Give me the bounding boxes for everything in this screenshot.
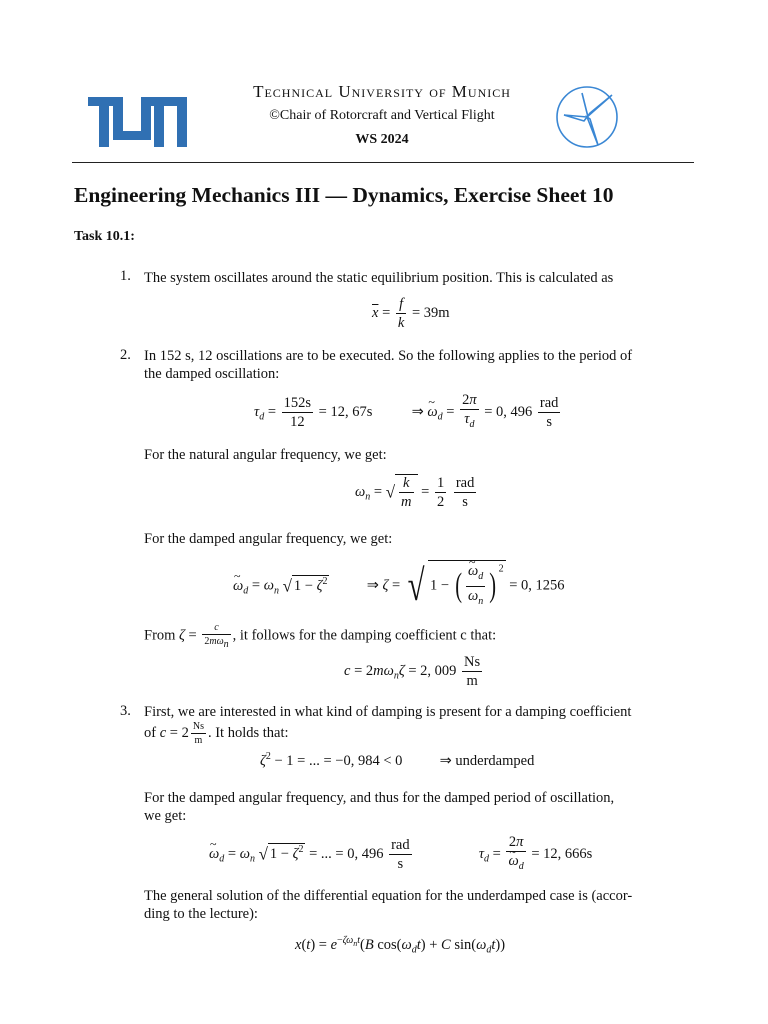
- from-prefix: From: [144, 627, 176, 644]
- tau-denominator: 12: [290, 413, 305, 430]
- from-line: From ζ = $\frac{c}{2m\omega_n}$ , it follows for the damping coefficient c that:: [144, 622, 497, 650]
- omega-damped-value: = ... = 0, 496: [309, 845, 384, 862]
- equation-damping-check: $\zeta^2 - 1$ = ... = −0, 984 < 0 ⇒ underdamped: [260, 751, 535, 769]
- text-prefix: of: [144, 724, 157, 741]
- tum-logo: [88, 97, 188, 147]
- item-number: 3.: [120, 703, 131, 719]
- freq-intro: For the damped angular frequency, and thus for the damped period of oscillation,: [144, 790, 615, 806]
- equation-damped-values: ~ $\omega_d = \omega_n$ √ $1 - \zeta^2$ = ... = 0, 496 $\frac{\text{rad}}{s}$ $\tau_d$ = 2π ~ $\omega_d$ = 12, 666s: [209, 834, 592, 875]
- c-value: = 2, 009: [408, 662, 457, 679]
- natural-intro: For the natural angular frequency, we get:: [144, 447, 387, 463]
- item-text: In 152 s, 12 oscillations are to be executed. So the following applies to the period of: [144, 348, 633, 364]
- zeta-squared: − 1 = ... = −0, 984 < 0: [274, 752, 403, 769]
- general-intro: ding to the lecture):: [144, 906, 258, 922]
- rotorcraft-logo: [552, 85, 622, 149]
- item-text: The system oscillates around the static equilibrium position. This is calculated as: [144, 270, 614, 286]
- tau-damped-value: = 12, 666s: [531, 845, 593, 862]
- item-text: the damped oscillation:: [144, 366, 280, 382]
- item-text-line2: of c = 2 $\frac{Ns}{m}$ . It holds that:: [144, 721, 289, 746]
- equation-damping-coefficient: $c = 2m\omega_n\zeta = 2$, 009 $\frac{Ns}{m}$: [344, 654, 481, 689]
- general-intro: The general solution of the differential equation for the underdamped case is (accor-: [144, 888, 633, 904]
- equation-general-solution: $x(t) = e^{-\zeta\omega_nt}(B$ $\cos(\omega_dt) + C$ $\sin(\omega_dt)$): [295, 935, 506, 956]
- equation-result: = 39m: [411, 304, 450, 321]
- task-label: Task 10.1:: [74, 229, 135, 244]
- item-text: First, we are interested in what kind of damping is present for a damping coefficient: [144, 704, 632, 720]
- equation-natural-frequency: $\omega_n$ = √ $\frac{k}{m}$ = $\frac{1}{2}$ $\frac{\text{rad}}{s}$: [355, 475, 475, 510]
- chair-name: ©Chair of Rotorcraft and Vertical Flight: [269, 108, 495, 123]
- from-suffix: , it follows for the damping coefficient c that:: [232, 627, 497, 644]
- tau-value: = 12, 67s: [318, 403, 373, 420]
- university-name: Technical University of Munich: [253, 82, 511, 101]
- equation-damped-frequency: ~ $\omega_d = \omega_n$ √ $1 - \zeta^2$ ⇒ ζ = √ 1 − ( ~ $\frac{\omega_d}{\omega_n}$ ) $^2$ = 0, 1256: [233, 560, 565, 610]
- underdamped-label: ⇒ underdamped: [439, 752, 535, 769]
- damped-intro: For the damped angular frequency, we get:: [144, 531, 393, 547]
- zeta-value: = 0, 1256: [509, 577, 565, 594]
- item-number: 2.: [120, 347, 131, 363]
- item-number: 1.: [120, 268, 131, 284]
- text-suffix: . It holds that:: [207, 724, 289, 741]
- tau-numerator: 152s: [283, 394, 312, 411]
- semester-label: WS 2024: [355, 132, 409, 147]
- page-title: Engineering Mechanics III — Dynamics, Exercise Sheet 10: [74, 183, 614, 207]
- freq-intro: we get:: [144, 808, 187, 824]
- header-rule: [72, 162, 694, 163]
- omega-value: = 0, 496: [484, 403, 533, 420]
- equation-equilibrium: $\overline{x}$ = $\frac{f}{k}$ = 39m: [372, 296, 450, 331]
- equation-period: $\tau_d$ = $\frac{152s}{12}$ = 12, 67s ⇒ ~ $\omega_d$ = $\frac{2\pi}{\tau_d}$ = 0, 496 $\frac{\text{rad}}{s}$: [254, 392, 562, 433]
- header: [72, 80, 694, 164]
